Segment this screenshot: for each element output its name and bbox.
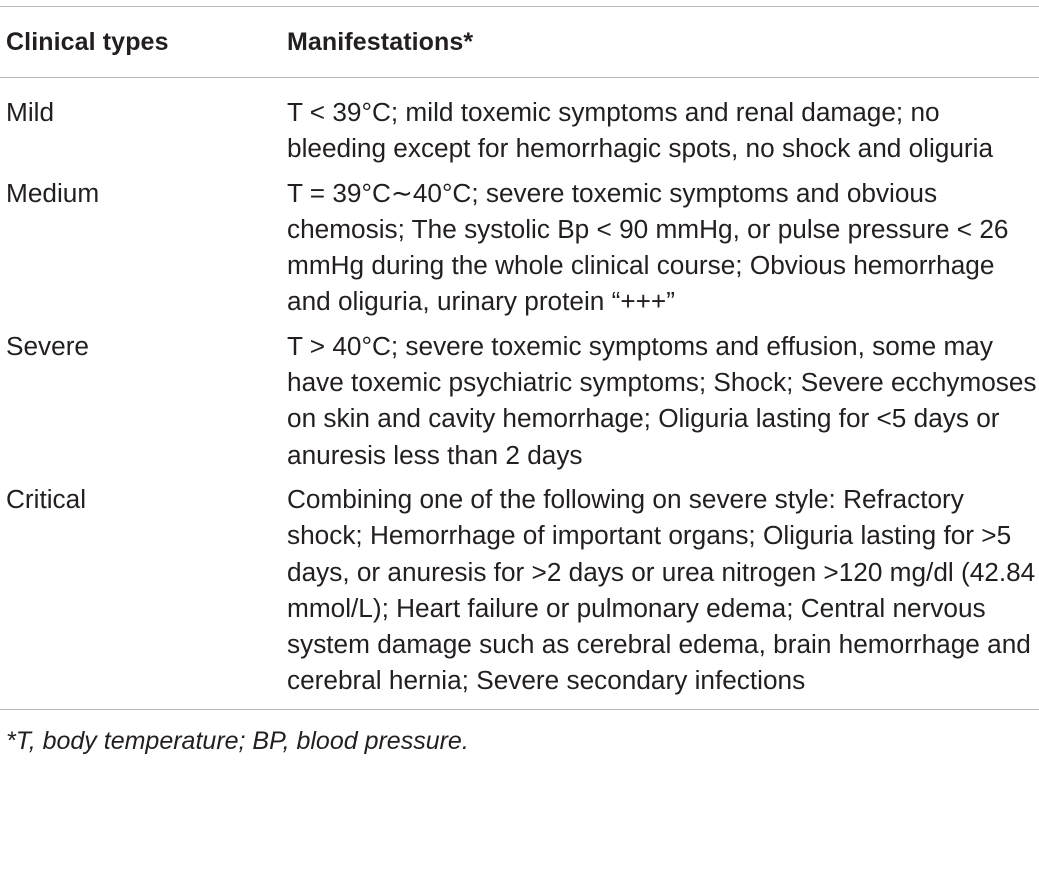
clinical-type-cell: Severe	[6, 330, 89, 361]
clinical-type-cell: Medium	[6, 177, 100, 208]
manifestations-cell: T < 39°C; mild toxemic symptoms and renal damage; no bleeding except for hemorrhagic spots, no shock and oliguria	[287, 97, 994, 164]
header-manifestations: Manifestations*	[287, 27, 474, 56]
table-row	[0, 328, 1039, 473]
clinical-type-cell: Critical	[6, 483, 87, 514]
manifestations-cell: T > 40°C; severe toxemic symptoms and effusion, some may have toxemic psychiatric symptoms; Shock; Severe ecchymoses on skin and cavity hemorrhage; Oliguria lasting for <5 days or anuresis less than 2 days	[287, 330, 1037, 470]
manifestations-cell: T = 39°C∼40°C; severe toxemic symptoms and obvious chemosis; The systolic Bp < 90 mmHg, or pulse pressure < 26 mmHg during the whole clinical course; Obvious hemorrhage and oliguria, urinary protein “+++”	[287, 177, 1009, 317]
table-row	[0, 481, 1039, 699]
clinical-type-cell: Mild	[6, 97, 55, 127]
header-clinical-types: Clinical types	[6, 27, 169, 56]
bottom-rule	[0, 709, 1039, 710]
table-footnote: *T, body temperature; BP, blood pressure.	[6, 726, 469, 755]
table-body	[0, 78, 1039, 709]
manifestations-cell: Combining one of the following on severe style: Refractory shock; Hemorrhage of important organs; Oliguria lasting for >5 days, or anuresis for >2 days or urea nitrogen >120 mg/dl (42.84 mmol/L); Heart failure or pulmonary edema; Central nervous system damage such as cerebral edema, brain hemorrhage and cerebral hernia; Severe secondary infections	[287, 483, 1036, 696]
table-row	[0, 94, 1039, 167]
table-header-row	[0, 7, 1039, 77]
table-row	[0, 175, 1039, 320]
